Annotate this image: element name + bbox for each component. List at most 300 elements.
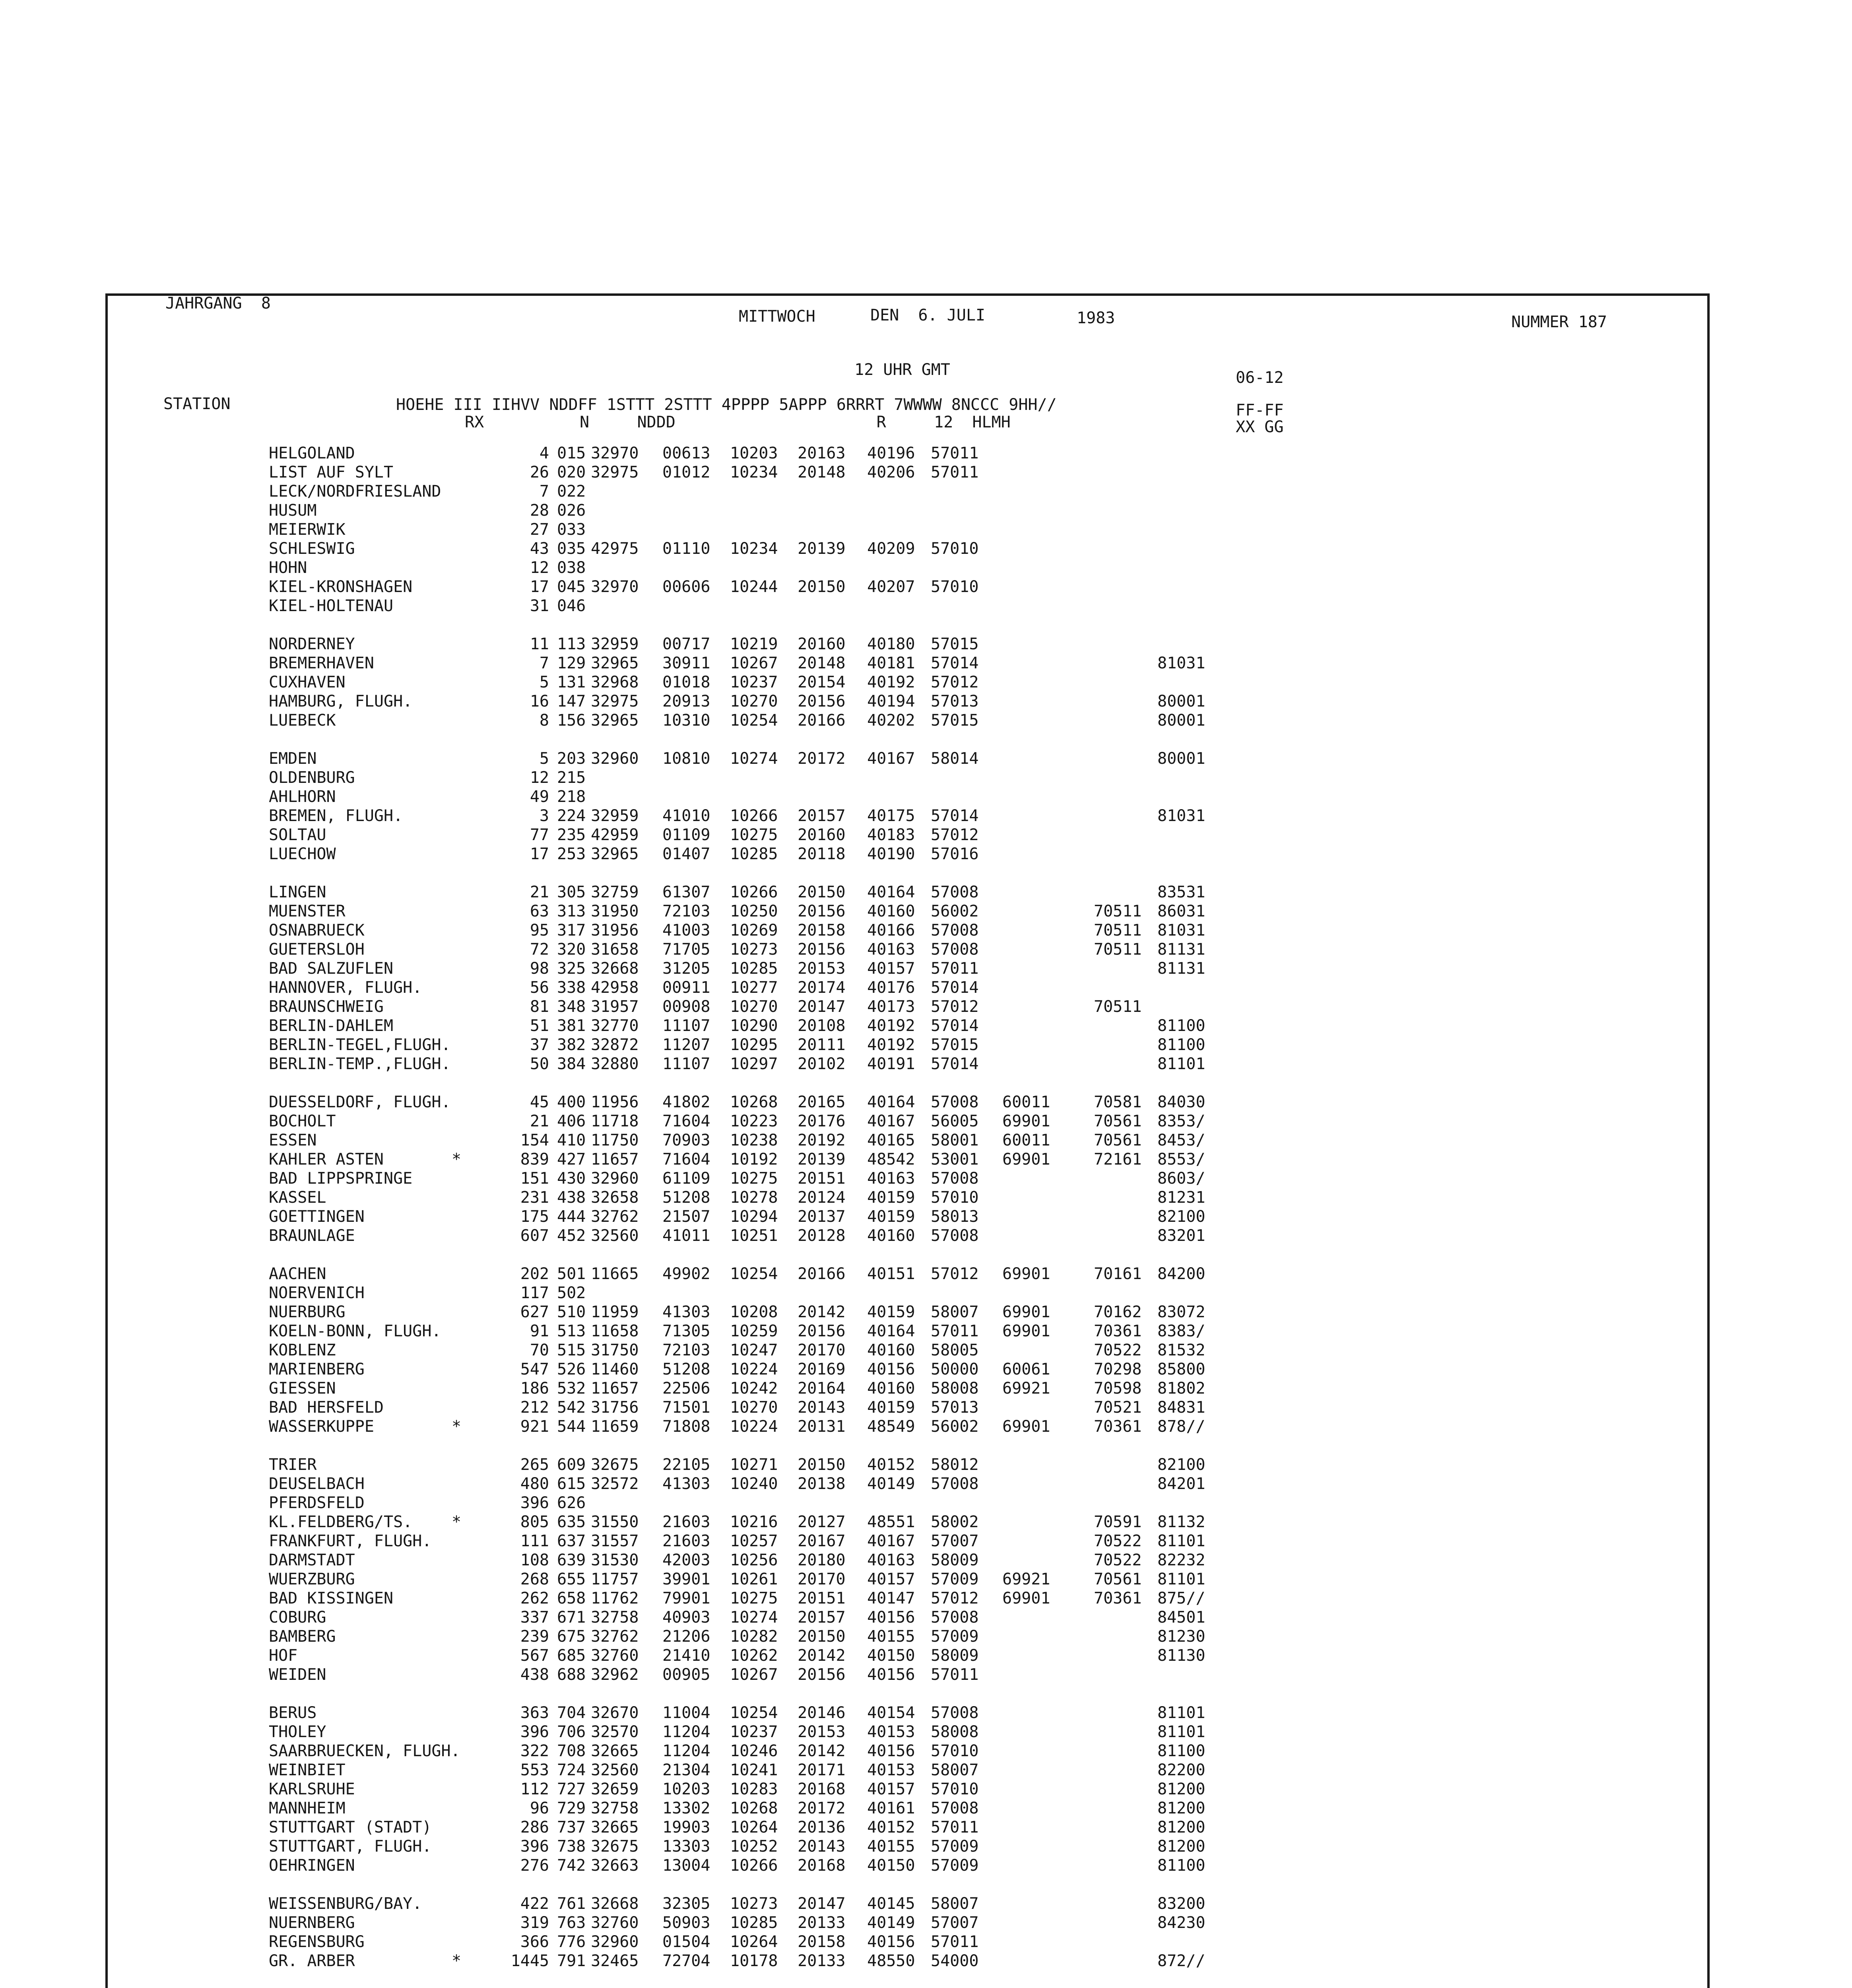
station-index: 704 — [557, 1704, 586, 1722]
synop-group: 57010 — [931, 1188, 979, 1207]
synop-group: 10237 — [730, 1723, 778, 1741]
station-name: OEHRINGEN — [269, 1856, 355, 1875]
station-name: LUECHOW — [269, 845, 336, 863]
synop-group-6: 69901 — [1002, 1303, 1050, 1321]
synop-group: 10266 — [730, 807, 778, 825]
synop-group: 32758 — [591, 1608, 639, 1627]
station-height: 70 — [530, 1341, 549, 1359]
synop-group: 20167 — [798, 1532, 846, 1550]
synop-group-7: 70511 — [1094, 940, 1142, 959]
synop-group: 40153 — [867, 1723, 915, 1741]
station-name: PFERDSFELD — [269, 1494, 365, 1512]
synop-group: 20142 — [798, 1646, 846, 1665]
synop-group: 58009 — [931, 1551, 979, 1569]
station-height: 265 — [520, 1456, 549, 1474]
synop-group: 57011 — [931, 1818, 979, 1837]
synop-group-6: 69921 — [1002, 1379, 1050, 1398]
synop-group: 57016 — [931, 845, 979, 863]
synop-group: 32675 — [591, 1837, 639, 1856]
synop-group: 40156 — [867, 1608, 915, 1627]
synop-group: 40150 — [867, 1856, 915, 1875]
station-name: KL.FELDBERG/TS. — [269, 1513, 413, 1531]
synop-group-8: 81200 — [1157, 1780, 1206, 1798]
synop-group: 20143 — [798, 1837, 846, 1856]
synop-group: 20168 — [798, 1856, 846, 1875]
synop-group-8: 82100 — [1157, 1208, 1206, 1226]
synop-group: 58007 — [931, 1761, 979, 1779]
station-height: 186 — [520, 1379, 549, 1398]
synop-group: 41303 — [662, 1303, 711, 1321]
station-index: 020 — [557, 463, 586, 481]
station-name: OSNABRUECK — [269, 921, 365, 940]
station-height: 12 — [530, 769, 549, 787]
synop-group: 32962 — [591, 1666, 639, 1684]
synop-group: 20139 — [798, 540, 846, 558]
synop-group: 20156 — [798, 940, 846, 959]
synop-group: 40152 — [867, 1456, 915, 1474]
synop-group: 70903 — [662, 1131, 711, 1149]
station-index: 156 — [557, 711, 586, 730]
synop-group: 40180 — [867, 635, 915, 653]
synop-group: 32960 — [591, 1169, 639, 1188]
synop-group: 10310 — [662, 711, 711, 730]
synop-group-8: 81101 — [1157, 1570, 1206, 1588]
synop-group: 40153 — [867, 1761, 915, 1779]
station-index: 452 — [557, 1227, 586, 1245]
synop-group: 10203 — [730, 444, 778, 462]
station-height: 111 — [520, 1532, 549, 1550]
synop-group-8: 81031 — [1157, 807, 1206, 825]
synop-group: 11658 — [591, 1322, 639, 1340]
station-height: 37 — [530, 1036, 549, 1054]
synop-group-8: 8603/ — [1157, 1169, 1206, 1188]
station-height: 5 — [539, 749, 549, 768]
station-index: 046 — [557, 597, 586, 615]
synop-group: 20127 — [798, 1513, 846, 1531]
synop-group: 57009 — [931, 1856, 979, 1875]
station-height: 98 — [530, 959, 549, 978]
synop-group: 00717 — [662, 635, 711, 653]
station-height: 11 — [530, 635, 549, 653]
station-name: BAD SALZUFLEN — [269, 959, 394, 978]
station-index: 658 — [557, 1589, 586, 1607]
station-name: BRAUNLAGE — [269, 1227, 355, 1245]
synop-group: 40164 — [867, 1322, 915, 1340]
synop-group-8: 83072 — [1157, 1303, 1206, 1321]
synop-group-7: 70521 — [1094, 1398, 1142, 1417]
station-index: 626 — [557, 1494, 586, 1512]
station-name: HELGOLAND — [269, 444, 355, 462]
station-height: 17 — [530, 845, 549, 863]
synop-group: 40192 — [867, 673, 915, 691]
station-height: 175 — [520, 1208, 549, 1226]
synop-group: 32658 — [591, 1188, 639, 1207]
synop-group: 32965 — [591, 654, 639, 672]
synop-group: 32560 — [591, 1227, 639, 1245]
synop-group: 10297 — [730, 1055, 778, 1073]
synop-group: 57008 — [931, 883, 979, 901]
synop-group-8: 84501 — [1157, 1608, 1206, 1627]
synop-group: 57012 — [931, 998, 979, 1016]
station-height: 77 — [530, 826, 549, 844]
report-frame — [105, 293, 1710, 1988]
station-name: ESSEN — [269, 1131, 317, 1149]
synop-group: 57009 — [931, 1837, 979, 1856]
synop-group: 22506 — [662, 1379, 711, 1398]
station-height: 396 — [520, 1494, 549, 1512]
synop-group-8: 80001 — [1157, 692, 1206, 711]
synop-group-7: 70522 — [1094, 1341, 1142, 1359]
synop-group: 57013 — [931, 1398, 979, 1417]
synop-group: 10257 — [730, 1532, 778, 1550]
synop-group: 10238 — [730, 1131, 778, 1149]
synop-group: 20172 — [798, 1799, 846, 1817]
station-height: 480 — [520, 1475, 549, 1493]
station-name: KARLSRUHE — [269, 1780, 355, 1798]
station-index: 218 — [557, 788, 586, 806]
station-index: 609 — [557, 1456, 586, 1474]
station-height: 363 — [520, 1704, 549, 1722]
station-height: 28 — [530, 501, 549, 520]
synop-group-7: 70162 — [1094, 1303, 1142, 1321]
synop-group: 42975 — [591, 540, 639, 558]
synop-group: 20171 — [798, 1761, 846, 1779]
synop-group: 20156 — [798, 902, 846, 920]
weekday: MITTWOCH — [739, 307, 815, 326]
synop-group: 11207 — [662, 1036, 711, 1054]
station-index: 706 — [557, 1723, 586, 1741]
synop-group: 20128 — [798, 1227, 846, 1245]
station-height: 1445 — [511, 1952, 549, 1970]
station-index: 253 — [557, 845, 586, 863]
synop-group: 11657 — [591, 1150, 639, 1169]
synop-group-8: 81230 — [1157, 1627, 1206, 1646]
synop-group: 72103 — [662, 1341, 711, 1359]
station-index: 384 — [557, 1055, 586, 1073]
synop-group: 56002 — [931, 902, 979, 920]
station-index: 761 — [557, 1895, 586, 1913]
synop-group-8: 81231 — [1157, 1188, 1206, 1207]
synop-group: 01012 — [662, 463, 711, 481]
station-index: 038 — [557, 559, 586, 577]
synop-group-8: 86031 — [1157, 902, 1206, 920]
synop-group: 20158 — [798, 921, 846, 940]
synop-group: 49902 — [662, 1265, 711, 1283]
code-column-header: HOEHE III IIHVV NDDFF 1STTT 2STTT 4PPPP 5APPP 6RRRT 7WWWW 8NCCC 9HH// — [396, 396, 1057, 414]
synop-group: 10271 — [730, 1456, 778, 1474]
synop-group: 22105 — [662, 1456, 711, 1474]
station-index: 215 — [557, 769, 586, 787]
synop-group: 21206 — [662, 1627, 711, 1646]
synop-group: 10266 — [730, 883, 778, 901]
synop-group: 40196 — [867, 444, 915, 462]
station-name: WUERZBURG — [269, 1570, 355, 1588]
station-name: KIEL-HOLTENAU — [269, 597, 394, 615]
station-index: 022 — [557, 482, 586, 501]
station-index: 381 — [557, 1017, 586, 1035]
synop-group: 31557 — [591, 1532, 639, 1550]
synop-group: 31957 — [591, 998, 639, 1016]
synop-group: 32965 — [591, 711, 639, 730]
synop-group: 10224 — [730, 1360, 778, 1378]
synop-group: 21603 — [662, 1532, 711, 1550]
station-name: GUETERSLOH — [269, 940, 365, 959]
mountain-station-mark: * — [452, 1513, 462, 1531]
synop-group: 20170 — [798, 1570, 846, 1588]
synop-group: 01109 — [662, 826, 711, 844]
synop-group-8: 84831 — [1157, 1398, 1206, 1417]
station-index: 235 — [557, 826, 586, 844]
synop-group: 40156 — [867, 1742, 915, 1760]
synop-group: 10277 — [730, 978, 778, 997]
synop-group: 40209 — [867, 540, 915, 558]
station-index: 655 — [557, 1570, 586, 1588]
station-height: 63 — [530, 902, 549, 920]
synop-group: 57011 — [931, 444, 979, 462]
station-index: 035 — [557, 540, 586, 558]
synop-group: 57008 — [931, 921, 979, 940]
synop-group: 41802 — [662, 1093, 711, 1111]
synop-group-8: 878// — [1157, 1417, 1206, 1436]
synop-group: 20166 — [798, 1265, 846, 1283]
synop-group-7: 70561 — [1094, 1570, 1142, 1588]
station-index: 147 — [557, 692, 586, 711]
synop-group: 32758 — [591, 1799, 639, 1817]
station-height: 202 — [520, 1265, 549, 1283]
station-index: 501 — [557, 1265, 586, 1283]
station-name: CUXHAVEN — [269, 673, 346, 691]
synop-group: 40164 — [867, 883, 915, 901]
synop-group: 40157 — [867, 1570, 915, 1588]
synop-group: 11757 — [591, 1570, 639, 1588]
station-index: 637 — [557, 1532, 586, 1550]
synop-group: 20131 — [798, 1417, 846, 1436]
synop-group: 20163 — [798, 444, 846, 462]
station-height: 21 — [530, 1112, 549, 1130]
station-name: DARMSTADT — [269, 1551, 355, 1569]
synop-group: 11718 — [591, 1112, 639, 1130]
synop-group-8: 81100 — [1157, 1036, 1206, 1054]
station-name: GR. ARBER — [269, 1952, 355, 1970]
station-index: 515 — [557, 1341, 586, 1359]
synop-group: 11665 — [591, 1265, 639, 1283]
station-name: KOBLENZ — [269, 1341, 336, 1359]
synop-group: 20172 — [798, 749, 846, 768]
synop-group-8: 8453/ — [1157, 1131, 1206, 1149]
synop-group: 20137 — [798, 1208, 846, 1226]
station-height: 91 — [530, 1322, 549, 1340]
synop-group: 32770 — [591, 1017, 639, 1035]
station-height: 7 — [539, 654, 549, 672]
synop-group: 32959 — [591, 807, 639, 825]
station-height: 43 — [530, 540, 549, 558]
station-name: WASSERKUPPE — [269, 1417, 374, 1436]
synop-group: 20157 — [798, 1608, 846, 1627]
ff-column-header: FF-FF — [1236, 401, 1284, 419]
station-height: 12 — [530, 559, 549, 577]
synop-group: 10269 — [730, 921, 778, 940]
synop-group-6: 69901 — [1002, 1112, 1050, 1130]
synop-group: 10270 — [730, 1398, 778, 1417]
station-index: 708 — [557, 1742, 586, 1760]
synop-group: 40149 — [867, 1475, 915, 1493]
station-name: OLDENBURG — [269, 769, 355, 787]
synop-group-7: 70581 — [1094, 1093, 1142, 1111]
synop-group: 31205 — [662, 959, 711, 978]
synop-group-8: 82232 — [1157, 1551, 1206, 1569]
station-name: WEISSENBURG/BAY. — [269, 1895, 422, 1913]
synop-group: 10273 — [730, 1895, 778, 1913]
synop-group: 32668 — [591, 1895, 639, 1913]
synop-group: 10234 — [730, 540, 778, 558]
synop-group: 10268 — [730, 1799, 778, 1817]
synop-group: 11762 — [591, 1589, 639, 1607]
synop-group-8: 83201 — [1157, 1227, 1206, 1245]
station-height: 117 — [520, 1284, 549, 1302]
synop-group: 57008 — [931, 1704, 979, 1722]
synop-group: 40163 — [867, 1551, 915, 1569]
synop-group: 11107 — [662, 1055, 711, 1073]
synop-group: 20148 — [798, 463, 846, 481]
station-index: 348 — [557, 998, 586, 1016]
synop-group: 10254 — [730, 1265, 778, 1283]
station-height: 7 — [539, 482, 549, 501]
synop-group: 11004 — [662, 1704, 711, 1722]
synop-group: 39901 — [662, 1570, 711, 1588]
synop-group: 32570 — [591, 1723, 639, 1741]
synop-group-7: 70522 — [1094, 1532, 1142, 1550]
synop-group: 20156 — [798, 1322, 846, 1340]
synop-group-6: 60061 — [1002, 1360, 1050, 1378]
synop-group: 57012 — [931, 1265, 979, 1283]
station-index: 724 — [557, 1761, 586, 1779]
synop-group-7: 72161 — [1094, 1150, 1142, 1169]
synop-group: 01018 — [662, 673, 711, 691]
station-index: 685 — [557, 1646, 586, 1665]
synop-group: 10259 — [730, 1322, 778, 1340]
synop-group: 31950 — [591, 902, 639, 920]
synop-group: 57013 — [931, 692, 979, 711]
station-index: 203 — [557, 749, 586, 768]
synop-group: 57011 — [931, 959, 979, 978]
synop-group: 10264 — [730, 1818, 778, 1837]
synop-group: 10285 — [730, 845, 778, 863]
station-index: 502 — [557, 1284, 586, 1302]
synop-group: 40152 — [867, 1818, 915, 1837]
station-name: TRIER — [269, 1456, 317, 1474]
mountain-station-mark: * — [452, 1952, 462, 1970]
synop-group: 57012 — [931, 673, 979, 691]
synop-group: 40159 — [867, 1398, 915, 1417]
synop-group: 10240 — [730, 1475, 778, 1493]
synop-group: 58001 — [931, 1131, 979, 1149]
station-height: 547 — [520, 1360, 549, 1378]
synop-group-6: 69901 — [1002, 1417, 1050, 1436]
station-name: AHLHORN — [269, 788, 336, 806]
synop-group-8: 83200 — [1157, 1895, 1206, 1913]
synop-group: 10275 — [730, 1169, 778, 1188]
synop-group: 20156 — [798, 1666, 846, 1684]
xx-column-header: XX GG — [1236, 418, 1284, 436]
synop-group: 53001 — [931, 1150, 979, 1169]
synop-group: 57010 — [931, 1742, 979, 1760]
synop-group: 32970 — [591, 578, 639, 596]
synop-group: 01110 — [662, 540, 711, 558]
synop-group: 54000 — [931, 1952, 979, 1970]
synop-group: 32465 — [591, 1952, 639, 1970]
station-height: 95 — [530, 921, 549, 940]
synop-group: 31530 — [591, 1551, 639, 1569]
synop-group-7: 70298 — [1094, 1360, 1142, 1378]
synop-group: 32872 — [591, 1036, 639, 1054]
mountain-station-mark: * — [452, 1150, 462, 1169]
station-height: 276 — [520, 1856, 549, 1875]
station-index: 544 — [557, 1417, 586, 1436]
synop-group-7: 70591 — [1094, 1513, 1142, 1531]
station-index: 129 — [557, 654, 586, 672]
synop-group: 10285 — [730, 959, 778, 978]
station-height: 17 — [530, 578, 549, 596]
synop-group: 57014 — [931, 978, 979, 997]
station-height: 72 — [530, 940, 549, 959]
synop-group: 31658 — [591, 940, 639, 959]
synop-group: 10290 — [730, 1017, 778, 1035]
synop-group: 40191 — [867, 1055, 915, 1073]
synop-group: 20169 — [798, 1360, 846, 1378]
synop-group: 42959 — [591, 826, 639, 844]
synop-group: 57015 — [931, 635, 979, 653]
station-height: 27 — [530, 520, 549, 539]
synop-group-8: 81200 — [1157, 1799, 1206, 1817]
synop-group: 32305 — [662, 1895, 711, 1913]
station-height: 805 — [520, 1513, 549, 1531]
synop-group: 32975 — [591, 463, 639, 481]
station-name: KOELN-BONN, FLUGH. — [269, 1322, 441, 1340]
station-name: KAHLER ASTEN — [269, 1150, 384, 1169]
synop-group: 50000 — [931, 1360, 979, 1378]
station-index: 305 — [557, 883, 586, 901]
synop-group: 11204 — [662, 1723, 711, 1741]
station-height: 56 — [530, 978, 549, 997]
synop-group: 20913 — [662, 692, 711, 711]
synop-group-7: 70511 — [1094, 921, 1142, 940]
synop-group: 40192 — [867, 1036, 915, 1054]
station-name: EMDEN — [269, 749, 317, 768]
station-height: 286 — [520, 1818, 549, 1837]
station-name: NUERBURG — [269, 1303, 346, 1321]
station-name: NORDERNEY — [269, 635, 355, 653]
synop-group: 10252 — [730, 1837, 778, 1856]
station-name: GOETTINGEN — [269, 1208, 365, 1226]
station-name: MUENSTER — [269, 902, 346, 920]
synop-group-8: 83531 — [1157, 883, 1206, 901]
synop-group-8: 84030 — [1157, 1093, 1206, 1111]
synop-group: 31750 — [591, 1341, 639, 1359]
synop-group: 40149 — [867, 1914, 915, 1932]
synop-group: 40151 — [867, 1265, 915, 1283]
synop-group: 20170 — [798, 1341, 846, 1359]
synop-group: 40156 — [867, 1360, 915, 1378]
synop-group: 10254 — [730, 1704, 778, 1722]
station-height: 627 — [520, 1303, 549, 1321]
station-name: HAMBURG, FLUGH. — [269, 692, 413, 711]
synop-group: 57010 — [931, 578, 979, 596]
synop-group: 11659 — [591, 1417, 639, 1436]
synop-group: 40166 — [867, 921, 915, 940]
station-name: SOLTAU — [269, 826, 326, 844]
station-name: THOLEY — [269, 1723, 326, 1741]
synop-group: 41003 — [662, 921, 711, 940]
